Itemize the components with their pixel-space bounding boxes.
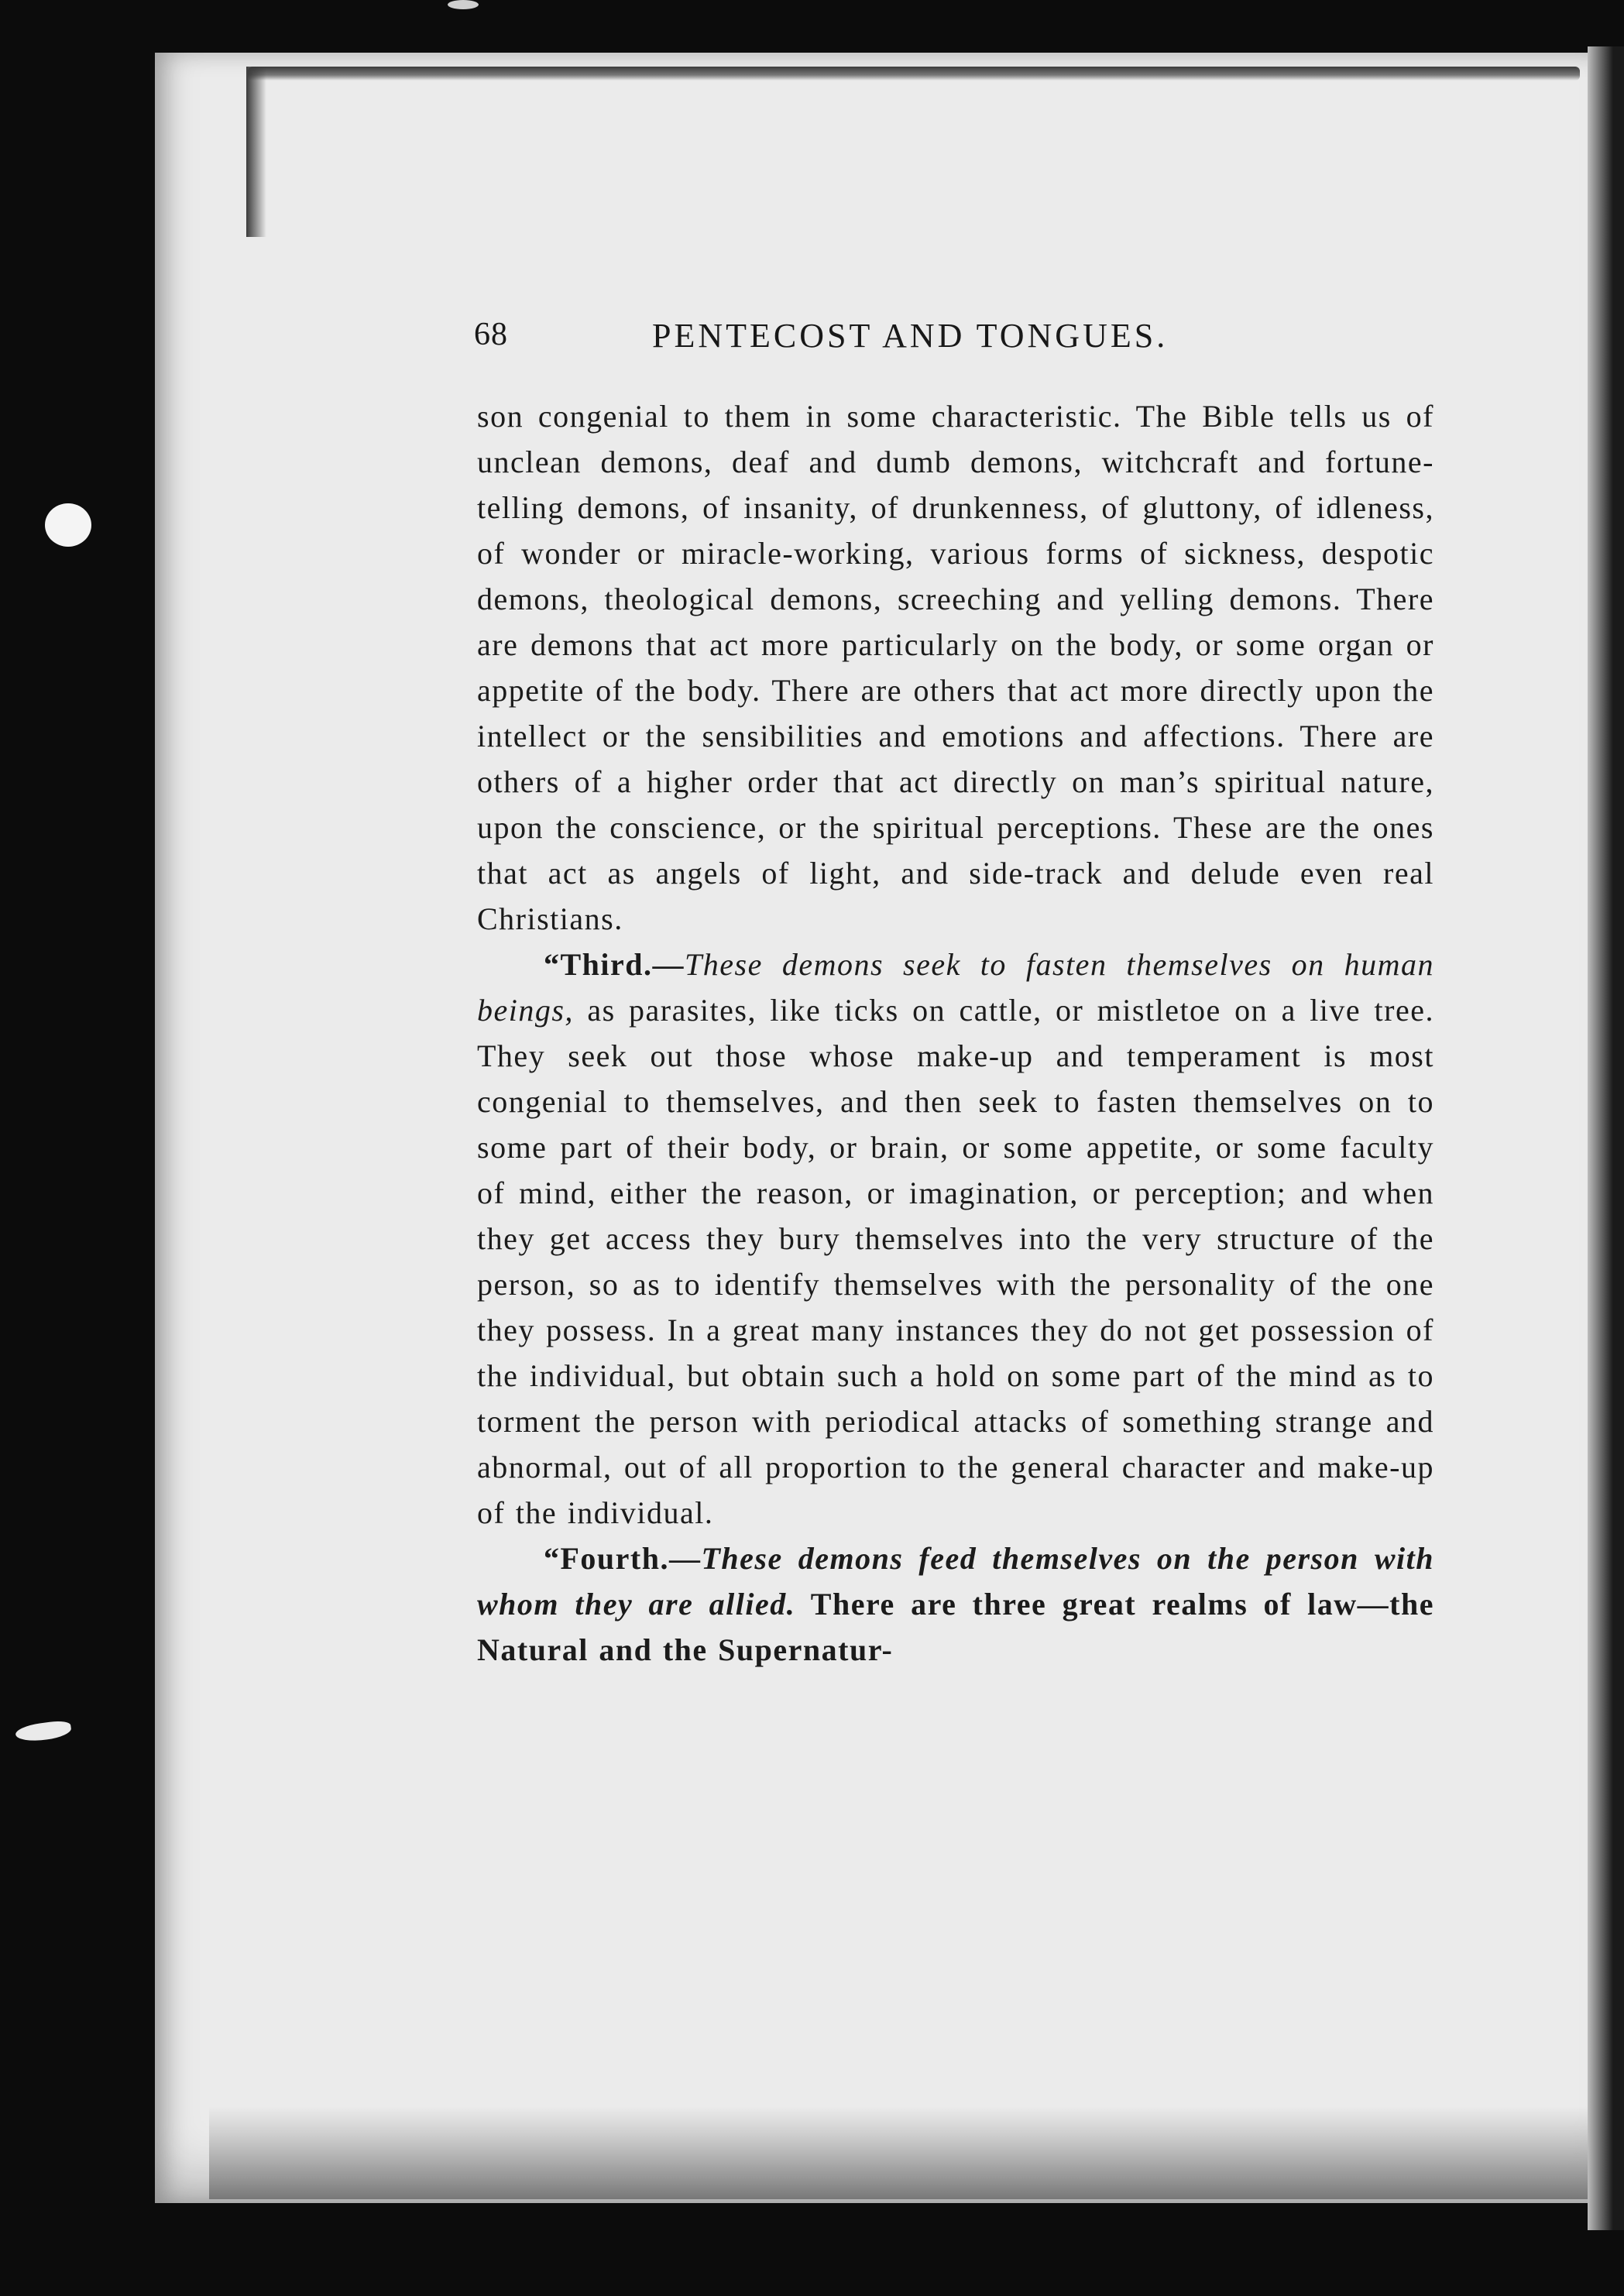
paragraph-text: son congenial to them in some characteristic. The Bible tells us of unclean demons, deaf and dumb demons, witchcraft and fortune-telling demons, of insanity, of drunkenness, of gluttony, of idleness, of wonder or miracle-working, various forms of sickness, despotic demons, theological demons, screeching and yelling demons. There are demons that act more particularly on the body, or some organ or appetite of the body. There are others that act more directly upon the intellect or the sensibilities and emotions and affections. There are others of a higher order that act directly on man’s spiritual nature, upon the conscience, or the spiritual perceptions. These are the ones that act as angels of light, and side-track and delude even real Christians.: [477, 399, 1434, 936]
paragraph-italic-lead: These demons seek to fasten themselves on human beings,: [477, 947, 1434, 1028]
page-top-edge-shadow: [248, 67, 1580, 81]
body-text: [477, 393, 1434, 1673]
scan-artifact-spot: [45, 503, 91, 547]
right-gutter-shadow: [1588, 46, 1624, 2230]
page-header: [474, 316, 1434, 362]
running-head: PENTECOST AND TONGUES.: [652, 317, 1169, 355]
paragraph-italic-lead: These demons feed themselves on the person with whom they are allied.: [477, 1541, 1434, 1622]
paragraph-label: “Fourth.—: [544, 1541, 702, 1576]
page-left-edge-shadow: [246, 67, 266, 237]
paragraph-text: as parasites, like ticks on cattle, or mistletoe on a live tree. They seek out those whose make-up and temperament is most congenial to themselves, and then seek to fasten themselves on to some part of their body, or brain, or some appetite, or some faculty of mind, either the reason, or imagination, or perception; and when they get access they bury themselves into the very structure of the person, so as to identify themselves with the personality of the one they possess. In a great many instances they do not get possession of the individual, but obtain such a hold on some part of the mind as to torment the person with periodical attacks of something strange and abnormal, out of all proportion to the general character and make-up of the individual.: [477, 993, 1434, 1530]
scan-artifact-mark: [448, 0, 479, 9]
paragraph-fourth: [477, 1536, 1434, 1673]
paragraph-text: There are three great realms of law—the Natural and the Supernatur-: [477, 1587, 1434, 1667]
paragraph-third: [477, 942, 1434, 1536]
scan-artifact-smudge: [15, 1719, 72, 1744]
page-number: 68: [474, 317, 508, 352]
paragraph-continuation: [477, 393, 1434, 942]
paragraph-label: “Third.—: [544, 947, 685, 982]
page-bottom-shadow: [209, 2106, 1603, 2199]
